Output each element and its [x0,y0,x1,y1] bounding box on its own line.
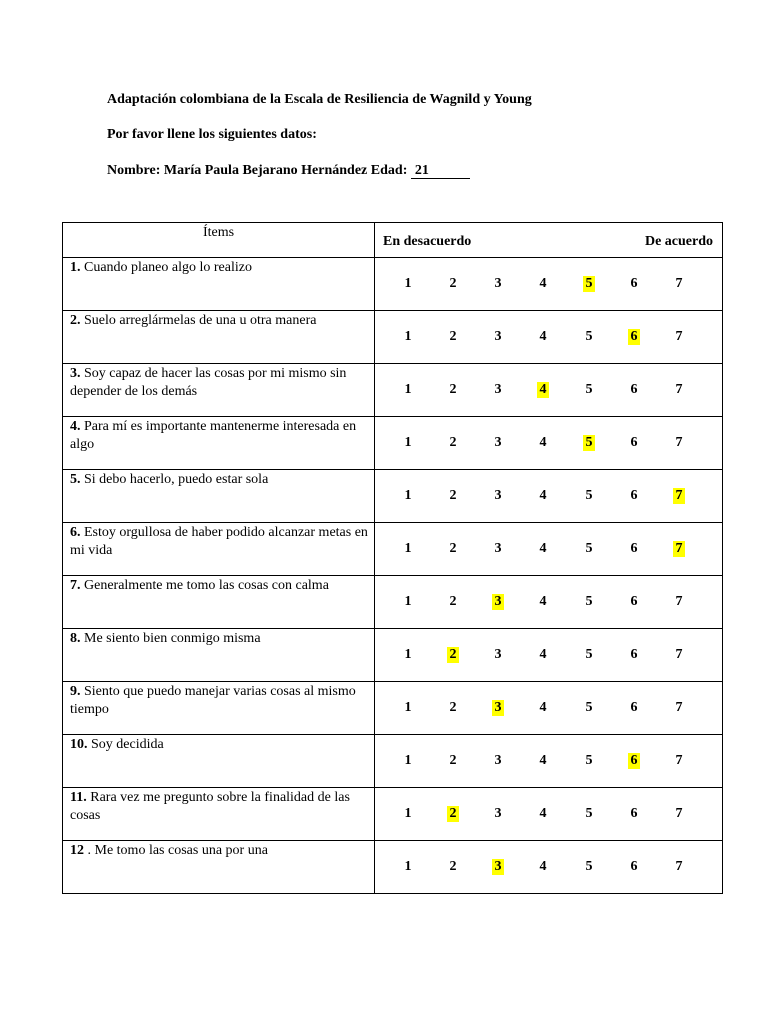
rating-options [375,364,723,417]
table-row [63,470,723,523]
rating-option[interactable]: 1 [404,276,412,291]
rating-option[interactable]: 5 [585,700,593,715]
rating-option[interactable]: 3 [494,806,502,821]
rating-option[interactable]: 1 [404,859,412,874]
item-text-cell [63,364,375,417]
table-row [63,682,723,735]
table-row [63,417,723,470]
rating-option[interactable]: 2 [449,488,457,503]
rating-option[interactable]: 3 [494,488,502,503]
rating-option[interactable]: 4 [539,700,547,715]
name-label: Nombre: [107,163,161,178]
rating-option[interactable]: 2 [449,435,457,450]
rating-options [375,735,723,788]
scale-column-header [375,223,723,258]
item-number: 5. [70,472,81,487]
rating-option[interactable]: 1 [404,647,412,662]
item-statement: Estoy orgullosa de haber podido alcanzar metas en mi vida [70,525,368,558]
rating-option[interactable]: 6 [630,435,638,450]
rating-option[interactable]: 1 [404,753,412,768]
table-row [63,576,723,629]
item-statement: Cuando planeo algo lo realizo [84,260,252,275]
rating-options [375,311,723,364]
item-text-cell [63,841,375,894]
rating-option[interactable]: 5 [585,541,593,556]
rating-option[interactable]: 3 [494,382,502,397]
item-number: 11. [70,790,87,805]
item-number: 3. [70,366,81,381]
rating-options [375,470,723,523]
item-text-cell [63,258,375,311]
rating-option[interactable]: 3 [494,435,502,450]
rating-option[interactable]: 7 [675,382,683,397]
rating-option[interactable]: 7 [675,700,683,715]
table-row [63,523,723,576]
rating-option[interactable]: 1 [404,594,412,609]
rating-option[interactable]: 2 [449,700,457,715]
item-statement: . Me tomo las cosas una por una [87,843,268,858]
rating-option[interactable]: 2 [449,541,457,556]
rating-option[interactable]: 4 [539,753,547,768]
rating-option[interactable]: 3 [494,647,502,662]
rating-option[interactable]: 7 [675,435,683,450]
rating-options [375,841,723,894]
rating-option[interactable]: 1 [404,382,412,397]
age-value: 21 [411,163,470,179]
rating-option-selected[interactable]: 6 [628,329,640,345]
respondent-info [107,163,470,179]
rating-option-selected[interactable]: 3 [492,700,504,716]
item-text-cell [63,523,375,576]
item-number: 12 [70,843,84,858]
table-row [63,735,723,788]
item-statement: Si debo hacerlo, puedo estar sola [84,472,269,487]
rating-option[interactable]: 7 [675,647,683,662]
table-row [63,629,723,682]
item-number: 7. [70,578,81,593]
rating-option[interactable]: 6 [630,488,638,503]
rating-option-selected[interactable]: 5 [583,276,595,292]
rating-option-selected[interactable]: 5 [583,435,595,451]
rating-option[interactable]: 4 [539,329,547,344]
age-label: Edad: [370,163,408,178]
item-statement: Suelo arreglármelas de una u otra manera [84,313,317,328]
rating-option[interactable]: 3 [494,753,502,768]
rating-option[interactable]: 4 [539,541,547,556]
item-statement: Me siento bien conmigo misma [84,631,261,646]
rating-option[interactable]: 1 [404,806,412,821]
rating-option[interactable]: 7 [675,276,683,291]
rating-option[interactable]: 2 [449,753,457,768]
rating-option[interactable]: 6 [630,859,638,874]
rating-option-selected[interactable]: 6 [628,753,640,769]
rating-option[interactable]: 6 [630,276,638,291]
rating-option[interactable]: 5 [585,753,593,768]
item-statement: Soy capaz de hacer las cosas por mi mismo sin depender de los demás [70,366,347,399]
item-statement: Generalmente me tomo las cosas con calma [84,578,329,593]
rating-option[interactable]: 2 [449,594,457,609]
rating-option[interactable]: 1 [404,700,412,715]
item-statement: Soy decidida [91,737,164,752]
rating-option[interactable]: 2 [449,276,457,291]
rating-option[interactable]: 7 [675,329,683,344]
rating-option[interactable]: 5 [585,382,593,397]
rating-options [375,258,723,311]
rating-option[interactable]: 4 [539,276,547,291]
item-number: 1. [70,260,81,275]
rating-option[interactable]: 3 [494,541,502,556]
rating-option[interactable]: 4 [539,435,547,450]
table-row [63,788,723,841]
rating-options [375,576,723,629]
rating-option[interactable]: 5 [585,329,593,344]
rating-options [375,523,723,576]
resilience-scale-table [62,222,723,894]
rating-option[interactable]: 5 [585,806,593,821]
name-value: María Paula Bejarano Hernández [163,163,368,178]
rating-options [375,682,723,735]
item-text-cell [63,311,375,364]
rating-option[interactable]: 5 [585,488,593,503]
rating-option[interactable]: 2 [449,329,457,344]
rating-options [375,788,723,841]
item-number: 10. [70,737,88,752]
item-text-cell [63,576,375,629]
rating-option[interactable]: 7 [675,594,683,609]
item-text-cell [63,629,375,682]
table-row [63,311,723,364]
rating-option[interactable]: 6 [630,700,638,715]
item-text-cell [63,470,375,523]
rating-option[interactable]: 7 [675,806,683,821]
item-number: 6. [70,525,81,540]
rating-option-selected[interactable]: 4 [537,382,549,398]
item-statement: Para mí es importante mantenerme interesada en algo [70,419,357,452]
items-column-header: Ítems [63,223,375,258]
rating-option[interactable]: 2 [449,859,457,874]
rating-options [375,417,723,470]
table-row [63,364,723,417]
rating-option[interactable]: 7 [675,859,683,874]
scale-disagree-label: En desacuerdo [383,234,472,249]
rating-option[interactable]: 3 [494,329,502,344]
rating-option[interactable]: 1 [404,329,412,344]
rating-option[interactable]: 1 [404,435,412,450]
rating-option[interactable]: 1 [404,488,412,503]
rating-option[interactable]: 4 [539,594,547,609]
document-title: Adaptación colombiana de la Escala de Resiliencia de Wagnild y Young [107,92,532,107]
item-number: 4. [70,419,81,434]
rating-option[interactable]: 4 [539,806,547,821]
rating-option-selected[interactable]: 2 [447,647,459,663]
rating-option[interactable]: 5 [585,859,593,874]
item-statement: Rara vez me pregunto sobre la finalidad de las cosas [70,790,350,823]
rating-option[interactable]: 3 [494,276,502,291]
rating-option[interactable]: 4 [539,647,547,662]
item-text-cell [63,417,375,470]
form-instructions: Por favor llene los siguientes datos: [107,127,317,142]
rating-option-selected[interactable]: 2 [447,806,459,822]
rating-option[interactable]: 6 [630,806,638,821]
item-statement: Siento que puedo manejar varias cosas al mismo tiempo [70,684,356,717]
item-text-cell [63,682,375,735]
scale-agree-label: De acuerdo [644,234,713,249]
table-header-row [63,223,723,258]
rating-option[interactable]: 6 [630,594,638,609]
table-row [63,258,723,311]
item-text-cell [63,788,375,841]
rating-option[interactable]: 6 [630,541,638,556]
item-number: 2. [70,313,81,328]
rating-option[interactable]: 7 [675,753,683,768]
item-number: 9. [70,684,81,699]
table-row [63,841,723,894]
rating-option[interactable]: 6 [630,647,638,662]
rating-option[interactable]: 5 [585,594,593,609]
rating-option[interactable]: 4 [539,488,547,503]
rating-option-selected[interactable]: 7 [673,541,685,557]
rating-option-selected[interactable]: 7 [673,488,685,504]
item-number: 8. [70,631,81,646]
rating-option[interactable]: 4 [539,859,547,874]
rating-option[interactable]: 5 [585,647,593,662]
rating-options [375,629,723,682]
rating-option-selected[interactable]: 3 [492,594,504,610]
rating-option[interactable]: 2 [449,382,457,397]
item-text-cell [63,735,375,788]
rating-option[interactable]: 1 [404,541,412,556]
rating-option[interactable]: 6 [630,382,638,397]
rating-option-selected[interactable]: 3 [492,859,504,875]
